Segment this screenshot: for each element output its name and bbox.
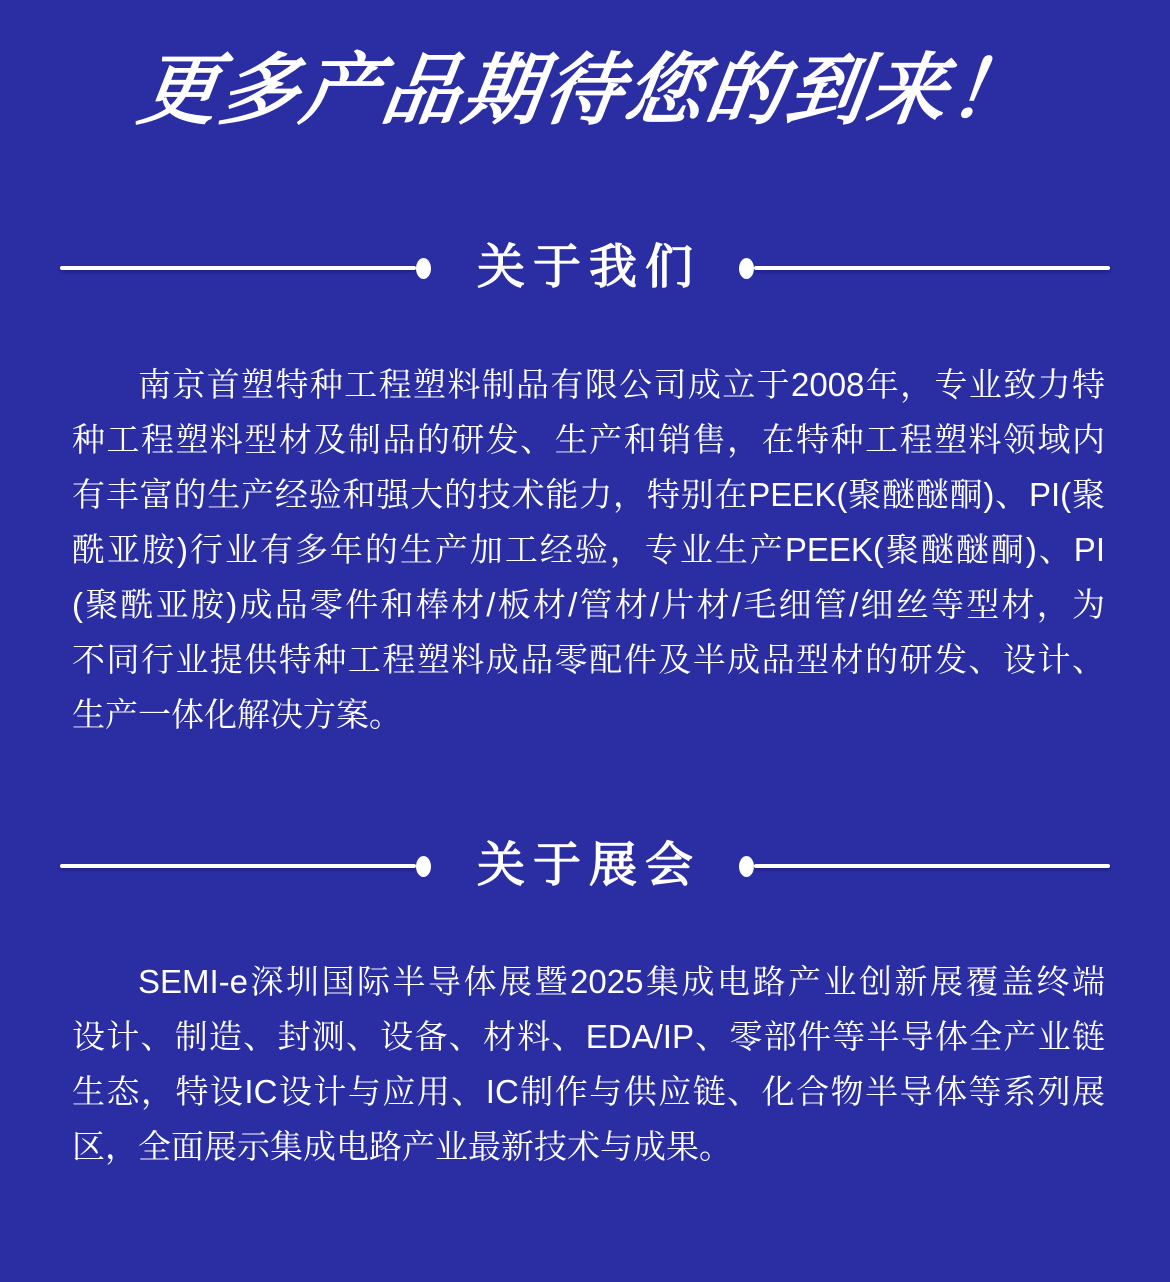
paragraph-line: 有丰富的生产经验和强大的技术能力，特别在PEEK(聚醚醚酮)、PI(聚 [72,476,1105,513]
divider-dot-right [739,856,754,877]
main-title: 更多产品期待您的到来！ [133,46,1037,134]
divider-dot-right [739,258,754,279]
about-expo-paragraph [72,954,1105,1174]
paragraph-line: 生态，特设IC设计与应用、IC制作与供应链、化合物半导体等系列展 [72,1073,1105,1110]
divider-line-right [754,266,1110,270]
about-us-header [60,238,1110,298]
about-expo-header [60,836,1110,896]
divider-line-left [60,864,416,868]
paragraph-line: 酰亚胺)行业有多年的生产加工经验，专业生产PEEK(聚醚醚酮)、PI [72,531,1105,568]
paragraph-line: (聚酰亚胺)成品零件和棒材/板材/管材/片材/毛细管/细丝等型材，为 [72,586,1105,623]
paragraph-line: 种工程塑料型材及制品的研发、生产和销售，在特种工程塑料领域内 [72,421,1105,458]
divider-line-left [60,266,416,270]
paragraph-line: SEMI-e深圳国际半导体展暨2025集成电路产业创新展覆盖终端 [138,963,1105,1000]
divider-dot-left [416,258,431,279]
paragraph-line: 南京首塑特种工程塑料制品有限公司成立于2008年，专业致力特 [138,366,1105,403]
paragraph-line: 设计、制造、封测、设备、材料、EDA/IP、零部件等半导体全产业链 [72,1018,1105,1055]
paragraph-line: 生产一体化解决方案。 [72,696,402,733]
about-us-heading: 关于我们 [477,241,702,294]
about-expo-heading: 关于展会 [477,839,702,892]
about-us-paragraph [72,357,1105,742]
page [0,34,1170,1282]
paragraph-line: 区，全面展示集成电路产业最新技术与成果。 [72,1128,732,1165]
divider-line-right [754,864,1110,868]
divider-dot-left [416,856,431,877]
paragraph-line: 不同行业提供特种工程塑料成品零配件及半成品型材的研发、设计、 [72,641,1105,678]
